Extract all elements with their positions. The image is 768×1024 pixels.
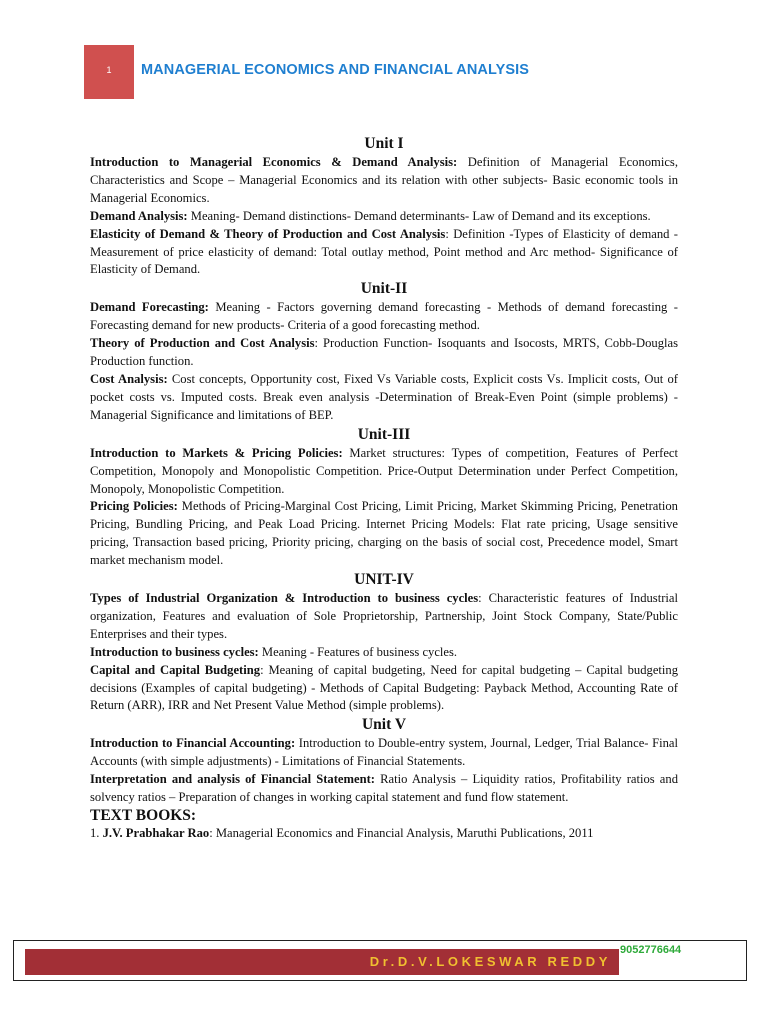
unit-5-para-2-text: Ratio Analysis – Liquidity ratios, Profitability ratios and solvency ratios – Preparation of changes in working capital statement and fund flow statement. [90, 772, 678, 805]
text-book-author: J.V. Prabhakar Rao [102, 826, 210, 840]
text-books-heading: TEXT BOOKS: [90, 807, 197, 824]
unit-2-para-2-text: : Production Function- Isoquants and Isocosts, MRTS, Cobb-Douglas Production function. [90, 336, 678, 369]
unit-3-para-1-text: Market structures: Types of competition, Features of Perfect Competition, Monopoly and Monopolistic Competition. Price-Output Determination under Perfect Competition, Monopoly, Monopolistic Competition. [90, 445, 679, 496]
unit-2-para-1-text: Meaning - Factors governing demand forecasting - Methods of demand forecasting - Forecasting demand for new products- Criteria of a good forecasting method. [90, 300, 678, 333]
unit-1-para-3-title: Elasticity of Demand & Theory of Production and Cost Analysis [90, 226, 446, 241]
unit-3-para-2 [90, 498, 678, 570]
unit-1-para-3 [90, 226, 678, 280]
unit-1-para-1-text: Definition of Managerial Economics, Characteristics and Scope – Managerial Economics and its relation with other subjects- Basic economic tools in Managerial Economics. [90, 155, 678, 205]
unit-4-para-3-title: Capital and Capital Budgeting [90, 662, 261, 677]
unit-4-para-2 [90, 644, 678, 662]
unit-4-para-3 [90, 662, 678, 716]
footer-name-bar [25, 949, 619, 975]
page-number: 1 [106, 65, 112, 75]
page-number-box [84, 45, 134, 99]
unit-1-para-2 [90, 208, 678, 226]
unit-2-para-1-title: Demand Forecasting: [90, 300, 209, 315]
unit-3-para-2-title: Pricing Policies: [90, 499, 178, 514]
phone-number: 9052776644 [620, 944, 682, 956]
unit-5-para-2-title: Interpretation and analysis of Financial Statement: [90, 772, 375, 787]
unit-4-para-1 [90, 590, 678, 644]
unit-4-para-3-text: : Meaning of capital budgeting, Need for capital budgeting – Capital budgeting decisions (Examples of capital budgeting) - Methods of Capital Budgeting: Payback Method, Accounting Rate of Return (ARR), IRR and Net Present Value Method (simple problems). [90, 662, 678, 713]
text-book-details: : Managerial Economics and Financial Analysis, Maruthi Publications, 2011 [209, 826, 594, 840]
unit-1-para-2-text: Meaning- Demand distinctions- Demand determinants- Law of Demand and its exceptions. [187, 208, 651, 223]
unit-4-para-1-title: Types of Industrial Organization & Introduction to business cycles [90, 591, 479, 606]
unit-5-para-1-text: Introduction to Double-entry system, Journal, Ledger, Trial Balance- Final Accounts (with simple adjustments) - Limitations of Financial Statements. [90, 736, 678, 769]
unit-4-para-2-text: Meaning - Features of business cycles. [258, 644, 458, 659]
author-name: Dr.D.V.LOKESWAR REDDY [369, 954, 611, 969]
unit-2-para-3-text: Cost concepts, Opportunity cost, Fixed Vs Variable costs, Explicit costs Vs. Implicit costs, Out of pocket costs vs. Imputed costs. Break even analysis -Determination of Break-Even Point (simple problems) - Managerial Significance and limitations of BEP. [90, 371, 678, 422]
unit-1-para-3-text: : Definition -Types of Elasticity of demand - Measurement of price elasticity of demand: Total outlay method, Point method and Arc method- Significance of Elasticity of Demand. [90, 226, 679, 277]
footer [13, 940, 747, 981]
unit-1-para-1-title: Introduction to Managerial Economics & Demand Analysis: [90, 155, 458, 169]
unit-3-para-1-title: Introduction to Markets & Pricing Policies: [90, 445, 343, 460]
syllabus-content [90, 134, 678, 843]
unit-3-para-1 [90, 445, 678, 499]
unit-4-para-2-title: Introduction to business cycles: [90, 644, 259, 659]
unit-2-heading: Unit-II [360, 280, 408, 298]
unit-1-heading: Unit I [364, 135, 404, 152]
unit-5-para-2 [90, 771, 678, 807]
unit-5-heading: Unit V [361, 716, 407, 734]
unit-2-para-2-title: Theory of Production and Cost Analysis [90, 336, 315, 351]
unit-4-heading: UNIT-IV [354, 571, 414, 589]
unit-5-para-1-title: Introduction to Financial Accounting: [90, 736, 296, 751]
header-title: MANAGERIAL ECONOMICS AND FINANCIAL ANALYSIS [141, 62, 530, 78]
unit-3-para-2-text: Methods of Pricing-Marginal Cost Pricing, Limit Pricing, Market Skimming Pricing, Penetration Pricing, Bundling Pricing, and Peak Load Pricing. Internet Pricing Models: Flat rate pricing, Usage sensitive pricing, Transaction based pricing, Priority pricing, charging on the basis of social cost, Precedence model, Smart market mechanism model. [90, 499, 678, 568]
unit-2-para-2 [90, 335, 678, 371]
unit-2-para-1 [90, 299, 678, 335]
text-book-item [90, 825, 678, 843]
text-book-number: 1. [90, 826, 103, 840]
unit-4-para-1-text: : Characteristic features of Industrial organization, Features and evaluation of Sole Proprietorship, Partnership, Joint Stock Company, State/Public Enterprises and their types. [90, 591, 678, 641]
unit-3-heading: Unit-III [357, 425, 411, 443]
unit-1-para-2-title: Demand Analysis: [90, 208, 188, 223]
unit-2-para-3 [90, 371, 678, 425]
unit-5-para-1 [90, 735, 678, 771]
unit-2-para-3-title: Cost Analysis: [90, 371, 168, 386]
unit-1-para-1 [90, 154, 678, 208]
